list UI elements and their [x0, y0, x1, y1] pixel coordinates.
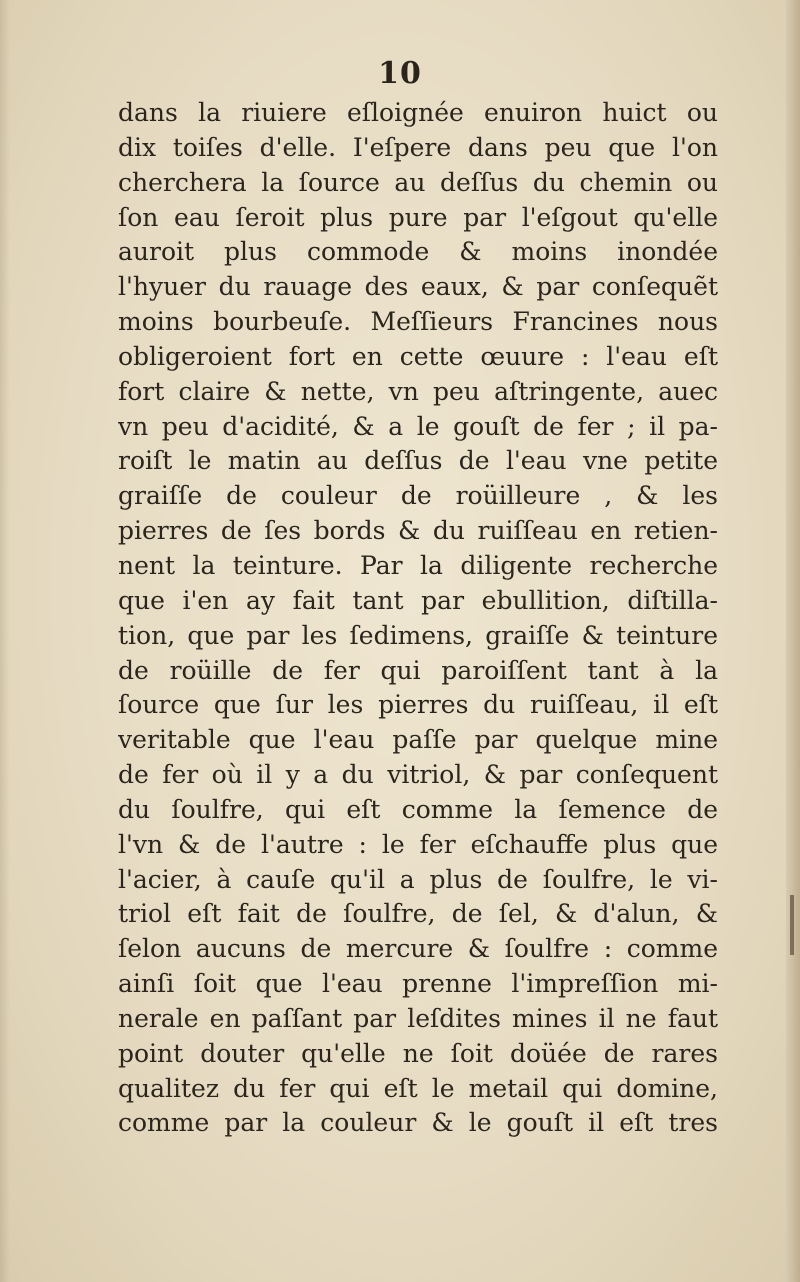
text-line: tion, que par les ſedimens, graiſſe & teinture: [118, 620, 718, 650]
text-line: du ſoulfre, qui eſt comme la ſemence de: [118, 794, 718, 824]
text-line: fort claire & nette, vn peu aſtringente, auec: [118, 376, 718, 406]
text-line: ſource que ſur les pierres du ruiſſeau, il eſt: [118, 690, 718, 720]
text-line: nent la teinture. Par la diligente recherche: [118, 550, 718, 580]
body-text: [118, 96, 718, 1141]
text-line: dix toiſes d'elle. I'eſpere dans peu que l'on: [118, 132, 718, 162]
page-number: 10: [378, 56, 422, 91]
text-line: point douter qu'elle ne ſoit doüée de rares: [118, 1038, 718, 1068]
text-line: auroit plus commode & moins inondée: [118, 237, 718, 267]
text-line: l'hyuer du rauage des eaux, & par conſequẽt: [118, 272, 718, 302]
text-line: obligeroient fort en cette œuure : l'eau eſt: [118, 341, 718, 371]
text-line: ainſi ſoit que l'eau prenne l'impreſſion mi-: [118, 969, 718, 999]
text-line: veritable que l'eau paſſe par quelque mine: [118, 725, 718, 755]
text-line: de fer où il y a du vitriol, & par conſequent: [118, 760, 718, 790]
margin-ink-mark: [790, 895, 794, 955]
text-line: cherchera la ſource au deſſus du chemin ou: [118, 167, 718, 197]
text-line: ſon eau ſeroit plus pure par l'eſgout qu'elle: [118, 202, 718, 232]
text-line: l'vn & de l'autre : le fer eſchauffe plus que: [118, 829, 718, 859]
page-edge: [786, 0, 800, 1282]
text-line: qualitez du fer qui eſt le metail qui domine,: [118, 1073, 718, 1103]
text-line: graiſſe de couleur de roüilleure , & les: [118, 481, 718, 511]
text-line: dans la riuiere eſloignée enuiron huict ou: [118, 98, 718, 127]
text-line: comme par la couleur & le gouſt il eſt tres: [118, 1108, 718, 1138]
text-line: vn peu d'acidité, & a le gouſt de fer ; il pa-: [118, 411, 718, 441]
text-line: l'acier, à cauſe qu'il a plus de ſoulfre, le vi-: [118, 864, 718, 894]
text-line: de roüille de fer qui paroiſſent tant à la: [118, 655, 718, 685]
text-line: moins bourbeuſe. Meſſieurs Francines nous: [118, 307, 718, 337]
text-line: roiſt le matin au deſſus de l'eau vne petite: [118, 446, 718, 476]
text-line: ſelon aucuns de mercure & ſoulfre : comme: [118, 934, 718, 964]
text-line: triol eſt fait de ſoulfre, de ſel, & d'alun, &: [118, 899, 718, 929]
text-line: nerale en paſſant par leſdites mines il ne faut: [118, 1003, 718, 1033]
text-line: que i'en ay fait tant par ebullition, diſtilla-: [118, 585, 718, 615]
text-line: pierres de ſes bords & du ruiſſeau en retien-: [118, 516, 718, 546]
page-gutter-shadow: [0, 0, 10, 1282]
